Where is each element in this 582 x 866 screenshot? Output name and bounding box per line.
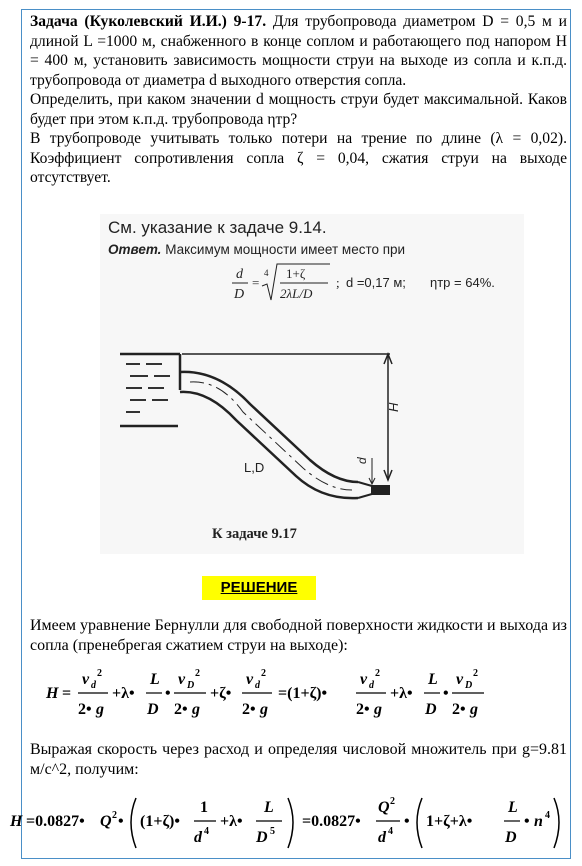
svg-text:4: 4 xyxy=(204,826,209,837)
svg-text:2•: 2• xyxy=(78,701,92,718)
svg-text:=0.0827•: =0.0827• xyxy=(26,813,85,830)
svg-text:•: • xyxy=(404,813,410,830)
svg-text:2: 2 xyxy=(375,668,380,679)
task-text-1: Для трубопровода диаметром D = 0,5 м и длиной L =1000 м, снабженного в конце соплом и работающего под напором H = 400 м, установить зависимость мощности струи на выходе из сопла и к.п.д. трубопровода от диаметра d выходного отверстия сопла. xyxy=(30,13,568,89)
svg-text:2: 2 xyxy=(390,796,395,807)
svg-text:2: 2 xyxy=(97,668,102,679)
svg-text:+λ•: +λ• xyxy=(220,813,243,830)
svg-text:=: = xyxy=(62,685,72,702)
root-index: 4 xyxy=(264,268,269,278)
svg-text:L: L xyxy=(150,671,160,688)
svg-text:D: D xyxy=(256,829,268,846)
svg-text:L: L xyxy=(264,799,274,816)
diagram-labels xyxy=(100,214,524,554)
solution-text-2: Выражая скорость через расход и определяя числовой множитель при g=9.81 м/с^2, получим: xyxy=(30,741,567,778)
svg-text:2•: 2• xyxy=(174,701,188,718)
svg-text:D: D xyxy=(147,701,159,718)
svg-text:2: 2 xyxy=(112,810,117,821)
svg-text:;: ; xyxy=(336,275,340,290)
answer-text: Максимум мощности имеет место при xyxy=(165,242,406,257)
svg-text:v: v xyxy=(246,671,254,688)
svg-text:+λ•: +λ• xyxy=(390,685,413,702)
task-title: Задача (Куколевский И.И.) 9-17. xyxy=(30,13,267,30)
svg-text:v: v xyxy=(360,671,368,688)
scanned-figure xyxy=(100,214,524,554)
svg-text:d: d xyxy=(255,680,260,691)
d-value: d =0,17 м; xyxy=(346,275,406,290)
task-statement xyxy=(30,12,567,188)
solution-text-1: Имеем уравнение Бернулли для свободной поверхности жидкости и выхода из сопла (пренебрегая сжатием струи на выходе): xyxy=(30,617,567,654)
svg-text:L: L xyxy=(428,671,438,688)
svg-text:=0.0827•: =0.0827• xyxy=(302,813,361,830)
svg-text:4: 4 xyxy=(545,810,550,821)
answer-label: Ответ. xyxy=(108,242,162,257)
svg-text:Q: Q xyxy=(100,813,112,830)
svg-text:2: 2 xyxy=(473,668,478,679)
svg-text:2: 2 xyxy=(261,668,266,679)
svg-text:d: d xyxy=(194,829,202,846)
svg-text:g: g xyxy=(96,701,104,718)
task-text-2: Определить, при каком значении d мощность струи будет максимальной. Каков будет при этом к.п.д. трубопровода ηтр? xyxy=(30,91,567,128)
svg-text:=(1+ζ)•: =(1+ζ)• xyxy=(278,685,328,702)
svg-text:g: g xyxy=(260,701,268,718)
svg-text:g: g xyxy=(374,701,382,718)
figure-caption-bottom: К задаче 9.17 xyxy=(212,526,297,542)
svg-text:•: • xyxy=(443,685,449,702)
label-H: H xyxy=(386,402,401,412)
svg-text:n: n xyxy=(534,813,543,830)
svg-text:v: v xyxy=(456,671,464,688)
svg-text:H: H xyxy=(10,813,23,830)
svg-text:+λ•: +λ• xyxy=(112,685,135,702)
svg-text:g: g xyxy=(192,701,200,718)
svg-text:v: v xyxy=(82,671,90,688)
svg-text:2•: 2• xyxy=(242,701,256,718)
task-text-3: В трубопроводе учитывать только потери на трение по длине (λ = 0,02). Коэффициент сопротивления сопла ζ = 0,04, сжатия струи на выходе отсутствует. xyxy=(30,130,567,186)
bernoulli-equation xyxy=(22,662,562,724)
svg-text:d: d xyxy=(91,680,96,691)
svg-text:•: • xyxy=(118,813,124,830)
svg-text:D: D xyxy=(187,680,195,691)
svg-text:•: • xyxy=(524,813,530,830)
svg-text:D: D xyxy=(425,701,437,718)
figure-caption-top: См. указание к задаче 9.14. xyxy=(108,218,327,237)
svg-text:2: 2 xyxy=(195,668,200,679)
svg-text:2•: 2• xyxy=(356,701,370,718)
root-num: 1+ζ xyxy=(286,266,306,281)
svg-text:d: d xyxy=(378,829,386,846)
svg-text:2•: 2• xyxy=(452,701,466,718)
eta-value: ηтр = 64%. xyxy=(430,275,495,290)
solution-heading: РЕШЕНИЕ xyxy=(202,576,316,600)
svg-text:(1+ζ)•: (1+ζ)• xyxy=(140,813,180,830)
label-d: d xyxy=(355,457,369,464)
svg-text:1: 1 xyxy=(200,799,208,816)
svg-text:D: D xyxy=(465,680,473,691)
svg-text:L: L xyxy=(508,799,518,816)
svg-text:v: v xyxy=(178,671,186,688)
svg-text:d: d xyxy=(369,680,374,691)
svg-text:g: g xyxy=(470,701,478,718)
svg-text:+ζ•: +ζ• xyxy=(210,685,232,702)
svg-text:D: D xyxy=(505,829,517,846)
svg-text:Q: Q xyxy=(378,799,390,816)
frac-den-D: D xyxy=(234,287,245,302)
flow-equation xyxy=(8,792,574,856)
svg-text:5: 5 xyxy=(270,826,275,837)
label-LD: L,D xyxy=(244,460,265,475)
svg-text:H: H xyxy=(46,685,59,702)
svg-text:=: = xyxy=(252,275,260,290)
svg-text:4: 4 xyxy=(388,826,393,837)
svg-text:1+ζ+λ•: 1+ζ+λ• xyxy=(426,813,473,830)
svg-text:•: • xyxy=(165,685,171,702)
root-den: 2λL/D xyxy=(280,286,313,301)
frac-num-d: d xyxy=(236,267,243,282)
